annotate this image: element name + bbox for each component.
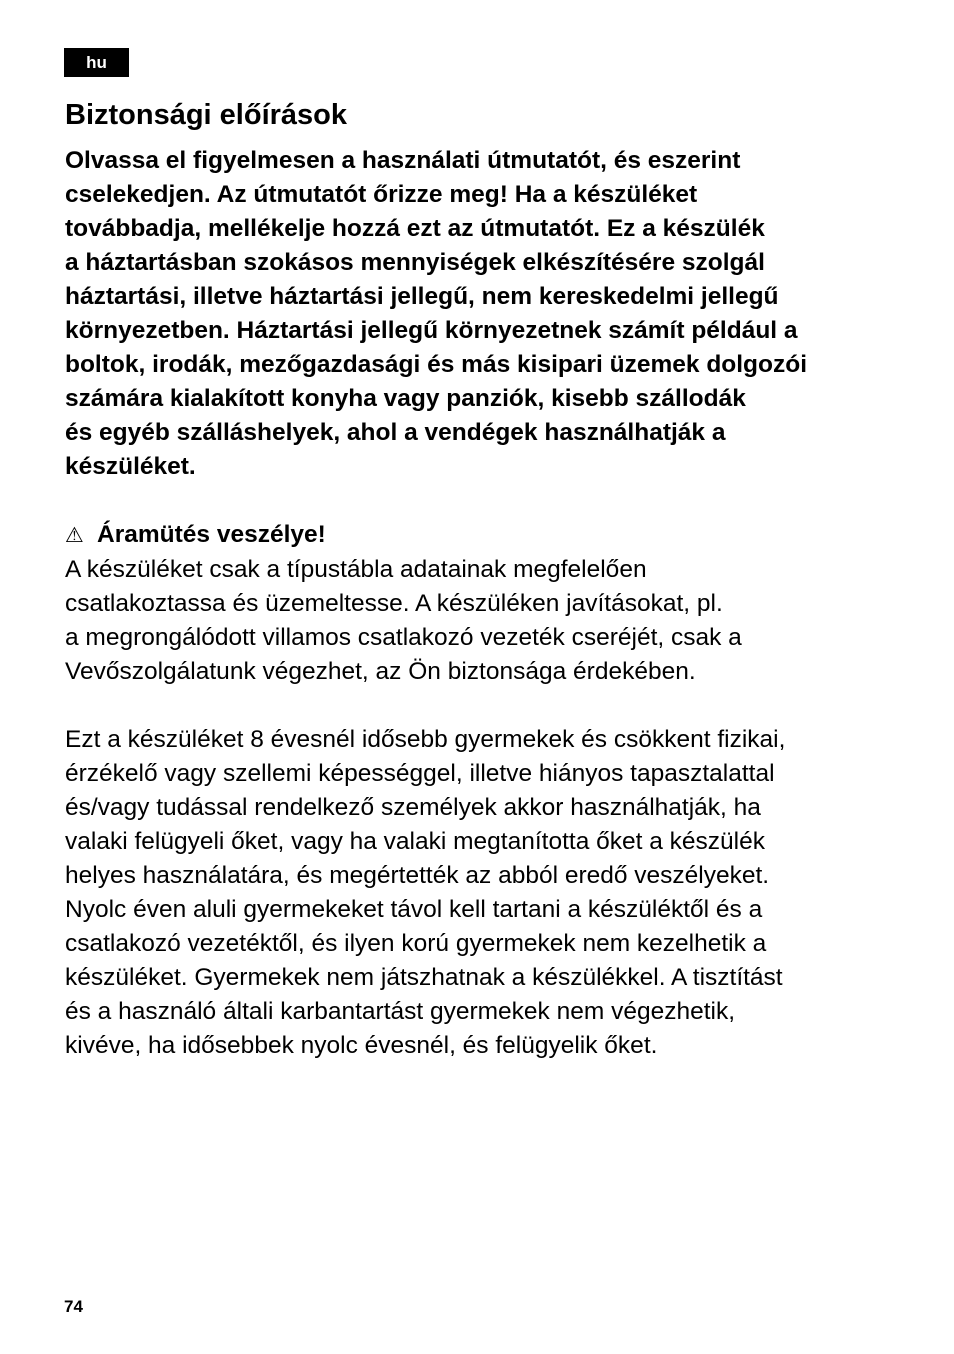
warning-line: a megrongálódott villamos csatlakozó vezeték cseréjét, csak a xyxy=(65,624,742,651)
warning-heading-text: Áramütés veszélye! xyxy=(97,521,326,548)
warning-line: Vevőszolgálatunk végezhet, az Ön biztonsága érdekében. xyxy=(65,658,696,685)
intro-line: készüléket. xyxy=(65,453,196,480)
intro-line: továbbadja, mellékelje hozzá ezt az útmutatót. Ez a készülék xyxy=(65,215,765,242)
paragraph-line: és/vagy tudással rendelkező személyek akkor használhatják, ha xyxy=(65,794,761,821)
warning-line: csatlakoztassa és üzemeltesse. A készüléken javításokat, pl. xyxy=(65,590,723,617)
language-badge: hu xyxy=(64,48,129,77)
paragraph-line: helyes használatára, és megértették az abból eredő veszélyeket. xyxy=(65,862,770,889)
intro-line: cselekedjen. Az útmutatót őrizze meg! Ha a készüléket xyxy=(65,181,698,208)
paragraph-line: valaki felügyeli őket, vagy ha valaki megtanította őket a készülék xyxy=(65,828,765,855)
intro-line: számára kialakított konyha vagy panziók, kisebb szállodák xyxy=(65,385,746,412)
intro-line: és egyéb szálláshelyek, ahol a vendégek használhatják a xyxy=(65,419,726,446)
paragraph-line: kivéve, ha idősebbek nyolc évesnél, és felügyelik őket. xyxy=(65,1032,658,1059)
warning-line: A készüléket csak a típustábla adatainak megfelelően xyxy=(65,556,647,583)
intro-line: boltok, irodák, mezőgazdasági és más kisipari üzemek dolgozói xyxy=(65,351,808,378)
warning-triangle-icon: ⚠ xyxy=(65,524,84,547)
page-number: 74 xyxy=(64,1297,83,1316)
children-usage-paragraph xyxy=(65,723,895,1063)
paragraph-line: készüléket. Gyermekek nem játszhatnak a készülékkel. A tisztítást xyxy=(65,964,783,991)
intro-line: a háztartásban szokásos mennyiségek elkészítésére szolgál xyxy=(65,249,765,276)
intro-line: Olvassa el figyelmesen a használati útmutatót, és eszerint xyxy=(65,147,741,174)
warning-heading xyxy=(65,518,895,553)
paragraph-line: csatlakozó vezetéktől, és ilyen korú gyermekek nem kezelhetik a xyxy=(65,930,767,957)
paragraph-line: Ezt a készüléket 8 évesnél idősebb gyermekek és csökkent fizikai, xyxy=(65,726,786,753)
paragraph-line: Nyolc éven aluli gyermekeket távol kell tartani a készüléktől és a xyxy=(65,896,763,923)
paragraph-line: érzékelő vagy szellemi képességgel, illetve hiányos tapasztalattal xyxy=(65,760,775,787)
intro-paragraph xyxy=(65,144,895,484)
paragraph-line: és a használó általi karbantartást gyermekek nem végezhetik, xyxy=(65,998,736,1025)
electric-shock-warning xyxy=(65,518,895,689)
safety-section xyxy=(65,94,895,1063)
section-title: Biztonsági előírások xyxy=(65,99,348,131)
intro-line: háztartási, illetve háztartási jellegű, nem kereskedelmi jellegű xyxy=(65,283,779,310)
intro-line: környezetben. Háztartási jellegű környezetnek számít például a xyxy=(65,317,798,344)
